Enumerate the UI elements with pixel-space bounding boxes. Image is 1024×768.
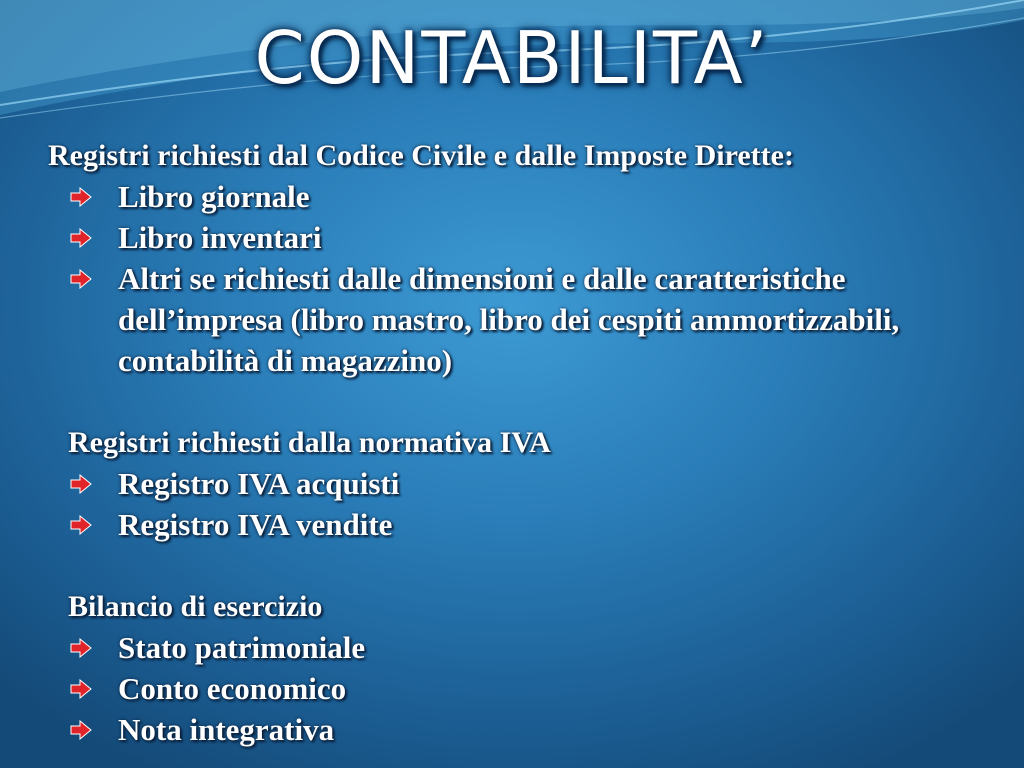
red-arrow-bullet-icon: [70, 474, 92, 494]
list-item: [48, 668, 1008, 709]
section-heading-bilancio: Bilancio di esercizio: [68, 590, 323, 623]
list-item-text: Nota integrativa: [118, 712, 335, 747]
list-item-text: Libro inventari: [118, 220, 322, 255]
list-item: [48, 217, 1008, 258]
red-arrow-bullet-icon: [70, 269, 92, 289]
list-item-text: Conto economico: [118, 671, 347, 706]
list-item: [48, 176, 1008, 217]
red-arrow-bullet-icon: [70, 515, 92, 535]
list-item: [48, 463, 1008, 504]
list-item-text: Libro giornale: [118, 179, 310, 214]
slide-content: [48, 136, 1008, 750]
list-item-text: Registro IVA vendite: [118, 507, 393, 542]
slide-title: CONTABILITA’: [254, 16, 770, 100]
list-item: [48, 504, 1008, 545]
list-item-text: Stato patrimoniale: [118, 630, 366, 665]
list-item-text: Altri se richiesti dalle dimensioni e dalle caratteristiche dell’impresa (libro mastro, libro dei cespiti ammortizzabili, contabilità di magazzino): [118, 261, 900, 378]
red-arrow-bullet-icon: [70, 679, 92, 699]
list-item: [48, 709, 1008, 750]
list-item: [48, 627, 1008, 668]
list-item: [48, 258, 1008, 381]
red-arrow-bullet-icon: [70, 228, 92, 248]
list-item-text: Registro IVA acquisti: [118, 466, 400, 501]
red-arrow-bullet-icon: [70, 720, 92, 740]
red-arrow-bullet-icon: [70, 638, 92, 658]
section-heading-codice-civile: Registri richiesti dal Codice Civile e dalle Imposte Dirette:: [48, 139, 794, 172]
section-heading-iva: Registri richiesti dalla normativa IVA: [68, 426, 551, 459]
red-arrow-bullet-icon: [70, 187, 92, 207]
